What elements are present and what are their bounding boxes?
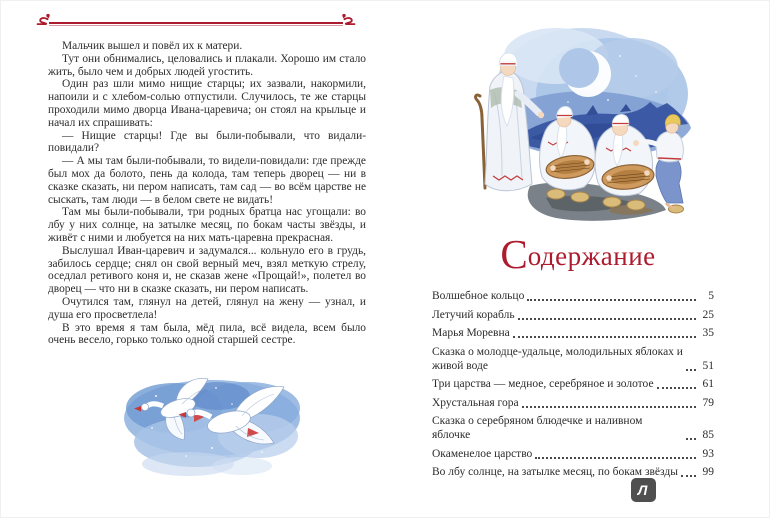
- story-paragraph: Один раз шли мимо нищие старцы; их зазвали, накормили, напоили и с хлебом-солью отпустили. Случилось, те же старцы проходили мимо дворца Ивана-царевича; он стоял на крыльце и начал их спрашивать:: [48, 78, 366, 129]
- toc-dot-leader: [681, 475, 696, 477]
- toc-entry: [432, 345, 714, 373]
- toc-page-number: 99: [702, 466, 714, 478]
- toc-heading-initial: С: [500, 231, 528, 277]
- publisher-logo: [631, 478, 656, 502]
- toc-page-number: 5: [708, 290, 714, 302]
- story-paragraph: Там мы были-побывали, три родных братца нас угощали: во лбу у них солнце, на затылке месяц, по бокам часты звёзды, и живёт с ними и любуется на них мать-царевна прекрасная.: [48, 206, 366, 244]
- story-paragraph: — А мы там были-побывали, то видели-повидали: где прежде был мох да болото, пень да колода, там теперь дворец — ни в сказке сказать, ни пером написать, там сад — во всём царстве не сыскать, там люди — в белом свете не видать!: [48, 155, 366, 206]
- chapter-ornament-rule: [36, 13, 356, 29]
- toc-dot-leader: [657, 387, 696, 389]
- toc-entry-title: Во лбу солнце, на затылке месяц, по бокам звёзды: [432, 466, 678, 478]
- toc-page-number: 79: [702, 396, 714, 409]
- toc-dot-leader: [518, 318, 696, 320]
- toc-entry: [432, 447, 714, 461]
- publisher-logo-letter: Л: [637, 482, 648, 498]
- toc-entry: [432, 414, 714, 442]
- toc-entry: [432, 465, 714, 479]
- toc-entry-title: Марья Моревна: [432, 327, 510, 339]
- toc-entry: [432, 308, 714, 322]
- rule-line: [49, 22, 343, 24]
- toc-page-number: 35: [702, 327, 714, 339]
- toc-page-number: 25: [702, 308, 714, 321]
- story-paragraph: Мальчик вышел и повёл их к матери.: [62, 40, 243, 52]
- toc-heading: [428, 231, 728, 277]
- toc-page-number: 61: [702, 378, 714, 390]
- story-paragraph: В это время я там была, мёд пила, всё видела, всем было очень весело, горько только одной старшей сестре.: [48, 321, 366, 347]
- toc-entry: [432, 326, 714, 340]
- toc-entry: [432, 377, 714, 391]
- rule-flourish-right-icon: [340, 13, 356, 27]
- toc-dot-leader: [527, 299, 696, 301]
- toc-entry: [432, 396, 714, 410]
- elders-and-boy-illustration: [460, 16, 706, 236]
- toc-dot-leader: [522, 406, 696, 408]
- story-text: [48, 40, 366, 347]
- story-paragraph: Выслушал Иван-царевич и задумался... кольнуло его в грудь, забилось сердце; снял он свой верный меч, взял меткую стрелу, оседлал ретивого коня и, не сказав жене «Прощай!», полетел во дворец — что ни в сказке сказать, ни пером написать.: [48, 244, 366, 296]
- toc-list: [432, 289, 714, 484]
- toc-page-number: 93: [702, 447, 714, 460]
- toc-dot-leader: [686, 369, 696, 371]
- toc-entry-title: Волшебное кольцо: [432, 290, 525, 302]
- toc-entry-title: Окаменелое царство: [432, 447, 533, 460]
- toc-page-number: 51: [702, 359, 714, 372]
- toc-page-number: 85: [702, 429, 714, 441]
- toc-entry-title: Летучий корабль: [432, 308, 515, 321]
- flying-geese-illustration: [116, 376, 312, 480]
- toc-entry-title: Сказка о серебряном блюдечке и наливном яблочке: [432, 415, 643, 441]
- toc-dot-leader: [686, 438, 696, 440]
- story-paragraph: — Нищие старцы! Где вы были-побывали, что видали-повидали?: [48, 129, 366, 155]
- story-paragraph: Тут они обнимались, целовались и плакали. Хорошо им стало жить, было чем и добрых людей угостить.: [48, 52, 366, 78]
- toc-entry: [432, 289, 714, 303]
- toc-dot-leader: [513, 336, 696, 338]
- story-paragraph: Очутился там, глянул на детей, глянул на жену — узнал, и душа его просветлела!: [48, 295, 366, 321]
- toc-heading-rest: одержание: [527, 241, 656, 271]
- toc-entry-title: Сказка о молодце-удальце, молодильных яблоках и живой воде: [432, 345, 683, 372]
- toc-entry-title: Три царства — медное, серебряное и золотое: [432, 378, 654, 390]
- toc-dot-leader: [535, 457, 696, 459]
- toc-entry-title: Хрустальная гора: [432, 396, 519, 409]
